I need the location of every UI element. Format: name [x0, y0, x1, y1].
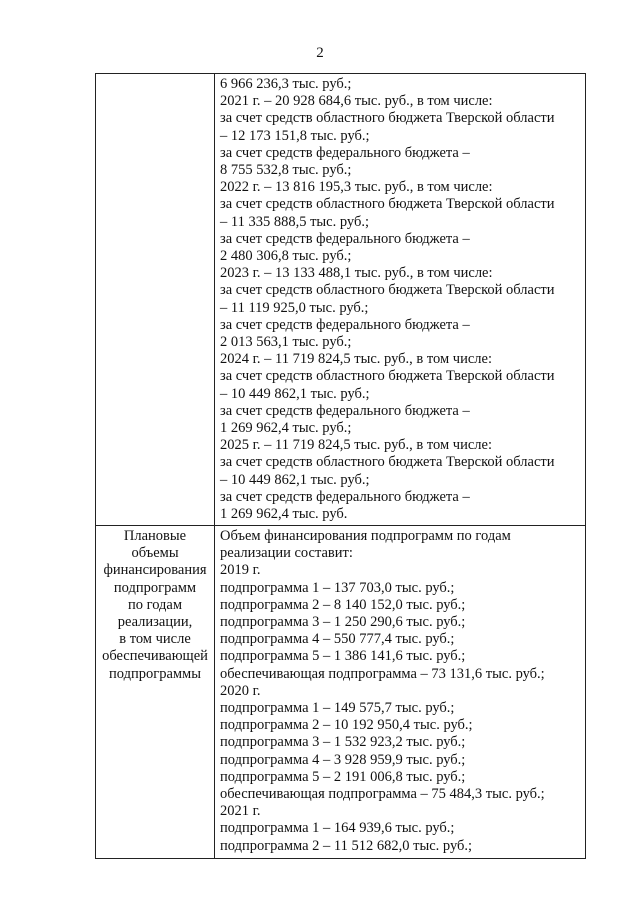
- text-line: 8 755 532,8 тыс. руб.;: [220, 162, 352, 179]
- text-line: 1 269 962,4 тыс. руб.: [220, 506, 348, 523]
- text-line: подпрограмма 4 – 550 777,4 тыс. руб.;: [220, 631, 455, 648]
- text-line: 2019 г.: [220, 562, 261, 579]
- text-line: подпрограмма 5 – 2 191 006,8 тыс. руб.;: [220, 768, 466, 785]
- text-line: подпрограмма 1 – 137 703,0 тыс. руб.;: [220, 579, 455, 596]
- text-line: – 10 449 862,1 тыс. руб.;: [220, 385, 370, 402]
- text-line: за счет средств областного бюджета Тверской области: [220, 196, 555, 213]
- text-line: Объем финансирования подпрограмм по годам: [220, 528, 511, 544]
- text-line: подпрограмма 1 – 164 939,6 тыс. руб.;: [220, 820, 455, 837]
- table-row: [96, 526, 586, 859]
- text-line: за счет средств федерального бюджета –: [220, 402, 470, 419]
- text-line: за счет средств областного бюджета Тверской области: [220, 282, 555, 299]
- text-line: в том числе: [119, 631, 191, 648]
- text-line: обеспечивающей: [102, 648, 208, 665]
- text-line: подпрограммы: [109, 665, 201, 682]
- table-cell-left: [96, 526, 215, 859]
- table-cell-right: [215, 74, 586, 526]
- text-line: по годам: [127, 596, 183, 613]
- page-number: 2: [316, 45, 324, 61]
- text-line: финансирования: [103, 562, 207, 579]
- text-line: за счет средств федерального бюджета –: [220, 144, 470, 161]
- financing-table: [95, 73, 586, 859]
- text-line: – 12 173 151,8 тыс. руб.;: [220, 127, 370, 144]
- text-line: 2 013 563,1 тыс. руб.;: [220, 334, 352, 351]
- text-line: – 11 119 925,0 тыс. руб.;: [220, 299, 369, 316]
- table-row: [96, 74, 586, 526]
- text-line: за счет средств федерального бюджета –: [220, 488, 470, 505]
- text-line: объемы: [131, 545, 179, 562]
- text-line: 2024 г. – 11 719 824,5 тыс. руб., в том числе:: [220, 351, 492, 368]
- text-line: за счет средств областного бюджета Тверской области: [220, 454, 555, 471]
- text-line: подпрограмма 1 – 149 575,7 тыс. руб.;: [220, 700, 455, 717]
- text-line: за счет средств областного бюджета Тверской области: [220, 110, 555, 127]
- text-line: 2021 г. – 20 928 684,6 тыс. руб., в том числе:: [220, 93, 493, 110]
- text-line: обеспечивающая подпрограмма – 75 484,3 тыс. руб.;: [220, 786, 545, 803]
- text-line: – 10 449 862,1 тыс. руб.;: [220, 471, 370, 488]
- table-cell-left: [96, 74, 215, 526]
- text-line: подпрограмма 3 – 1 250 290,6 тыс. руб.;: [220, 614, 466, 631]
- text-line: 6 966 236,3 тыс. руб.;: [220, 76, 352, 92]
- text-line: за счет средств федерального бюджета –: [220, 316, 470, 333]
- text-line: обеспечивающая подпрограмма – 73 131,6 тыс. руб.;: [220, 665, 545, 682]
- text-line: 2021 г.: [220, 803, 261, 820]
- text-line: 1 269 962,4 тыс. руб.;: [220, 420, 352, 437]
- text-line: за счет средств областного бюджета Тверской области: [220, 368, 555, 385]
- text-line: подпрограмма 2 – 11 512 682,0 тыс. руб.;: [220, 837, 473, 854]
- text-line: 2023 г. – 13 133 488,1 тыс. руб., в том числе:: [220, 265, 493, 282]
- text-line: подпрограмм: [113, 579, 197, 596]
- text-line: подпрограмма 2 – 8 140 152,0 тыс. руб.;: [220, 596, 466, 613]
- text-line: подпрограмма 5 – 1 386 141,6 тыс. руб.;: [220, 648, 466, 665]
- text-line: реализации,: [117, 614, 193, 631]
- text-line: подпрограмма 3 – 1 532 923,2 тыс. руб.;: [220, 734, 466, 751]
- text-line: за счет средств федерального бюджета –: [220, 230, 470, 247]
- text-line: Плановые: [123, 528, 187, 544]
- text-line: 2 480 306,8 тыс. руб.;: [220, 248, 352, 265]
- text-line: подпрограмма 4 – 3 928 959,9 тыс. руб.;: [220, 751, 466, 768]
- table-cell-right: [215, 526, 586, 859]
- text-line: – 11 335 888,5 тыс. руб.;: [220, 213, 370, 230]
- text-line: 2025 г. – 11 719 824,5 тыс. руб., в том числе:: [220, 437, 492, 454]
- text-line: реализации составит:: [220, 545, 353, 562]
- text-line: подпрограмма 2 – 10 192 950,4 тыс. руб.;: [220, 717, 473, 734]
- text-line: 2020 г.: [220, 682, 261, 699]
- text-line: 2022 г. – 13 816 195,3 тыс. руб., в том числе:: [220, 179, 493, 196]
